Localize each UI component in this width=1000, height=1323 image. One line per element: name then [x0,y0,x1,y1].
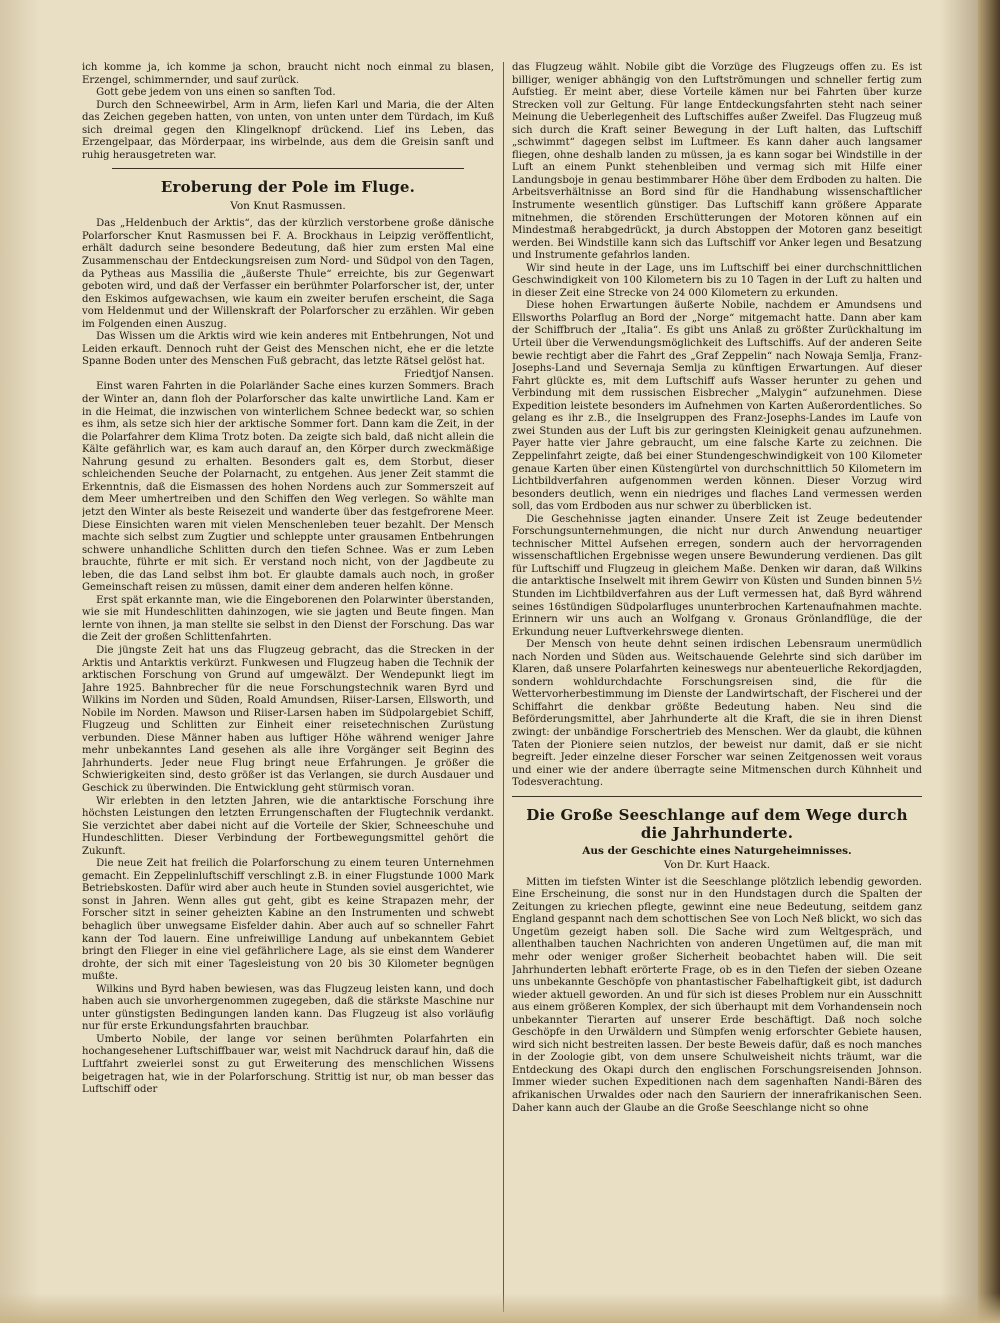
article-paragraph: Die Geschehnisse jagten einander. Unsere Zeit ist Zeuge bedeutender Forschungsunternehmungen, die nicht nur durch Anwendung neuartiger technischer Mittel Aufsehen erregen, sondern auch der hervorragenden wissenschaftlichen Ergebnisse wegen unsere Bewunderung verdienen. Das gilt für Luftschiff und Flugzeug in gleichem Maße. Denken wir daran, daß Wilkins die antarktische Inselwelt mit ihrem Gewirr von Küsten und Sunden binnen 5½ Stunden im Lichtbildverfahren aus der Luft vermessen hat, daß Byrd während seines 16stündigen Südpolarfluges ununterbrochen Kartenaufnahmen machte. Erinnern wir uns auch an Wolfgang v. Gronaus Grönlandflüge, die der Erkundung neuer Luftverkehrswege dienten. [512,513,922,638]
intro-paragraph: Durch den Schneewirbel, Arm in Arm, liefen Karl und Maria, die der Alten das Zeichen gegeben hatten, von unten, von unten unter dem Türdach, im Kuß sich dreimal gegen den Klingelknopf drückend. Lief ins Leben, das Erzengelpaar, das Mörderpaar, ins wirbelnde, aus dem die Greisin sanft und ruhig herausgetreten war. [82,99,494,161]
article-paragraph: Wilkins und Byrd haben bewiesen, was das Flugzeug leisten kann, und doch haben auch sie unvorhergenommen zugegeben, daß die stärkste Maschine nur unter günstigsten Bedingungen landen kann. Das Flugzeug ist also vorläufig nur für erste Erkundungsfahrten brauchbar. [82,983,494,1033]
article-title: Eroberung der Pole im Fluge. [160,178,416,197]
article-paragraph: das Flugzeug wählt. Nobile gibt die Vorzüge des Flugzeugs offen zu. Es ist billiger, weniger abhängig von den Luftströmungen und schneller fertig zum Aufstieg. Er meint aber, diese Vorteile kämen nur bei Fahrten über kurze Strecken voll zur Geltung. Für lange Entdeckungsfahrten steht nach seiner Meinung die Ueberlegenheit des Luftschiffes außer Zweifel. Das Flugzeug muß sich durch die Kraft seiner Bewegung in der Luft halten, das Luftschiff „schwimmt“ dagegen selbst im Luftmeer. Es kann daher auch langsamer fliegen, ohne deshalb landen zu müssen, ja es kann sogar bei Windstille in der Luft an einem Punkt stehenbleiben und vermag sich mit Hilfe einer Landungsboje in genau bestimmbarer Höhe über dem Erdboden zu halten. Die Arbeitsverhältnisse an Bord sind für die Handhabung wissenschaftlicher Instrumente wesentlich günstiger. Das Luftschiff kann größere Apparate mitnehmen, die störenden Erschütterungen der Motoren können auf ein Mindestmaß herabgedrückt, ja durch Abstoppen der Motoren ganz beseitigt werden. Bei Windstille kann sich das Luftschiff vor Anker legen und Besatzung und Instrumente gefahrlos landen. [512,62,922,262]
article-paragraph: Die jüngste Zeit hat uns das Flugzeug gebracht, das die Strecken in der Arktis und Antarktis verkürzt. Funkwesen und Flugzeug haben die Technik der arktischen Forschung von Grund auf umgewälzt. Der Wendepunkt liegt im Jahre 1925. Bahnbrecher für die neue Forschungstechnik waren Byrd und Wilkins im Norden und Süden, Roald Amundsen, Riiser-Larsen, Ellsworth, und Nobile im Norden. Mawson und Riiser-Larsen haben im Südpolargebiet Schiff, Flugzeug und Schlitten zur Einheit einer reisetechnischen Zurüstung verbunden. Diese Männer haben aus luftiger Höhe während weniger Jahre mehr unbekanntes Land gesehen als alle ihre Vorgänger seit Beginn des Jahrhunderts. Jeder neue Flug bringt neue Erfahrungen. Je größer die Schwierigkeiten sind, desto größer ist das Verlangen, sie durch Ausdauer und Geschick zu überwinden. Die Entwicklung geht stürmisch voran. [82,644,494,794]
article-byline: Von Dr. Kurt Haack. [663,858,771,871]
article-subtitle: Aus der Geschichte eines Naturgeheimnisses. [582,844,852,857]
article-paragraph: Einst waren Fahrten in die Polarländer Sache eines kurzen Sommers. Brach der Winter an, dann floh der Polarforscher das kalte unwirtliche Land. Kam er in die Heimat, die inzwischen von winterlichem Schnee bedeckt war, so schien es ihm, als setze sich hier der arktische Sommer fort. Dann kam die Zeit, in der die Polarfahrer dem Klima Trotz boten. Da zeigte sich bald, daß nicht allein die Kälte gefährlich war, es kam auch darauf an, den Körper durch zweckmäßige Nahrung gesund zu erhalten. Besonders galt es, dem Storbut, dieser schleichenden Seuche der Polarnacht, zu entgehen. Aus jener Zeit stammt die Erkenntnis, daß die Eismassen des hohen Nordens auch zur Sommerszeit auf dem Meer umhertreiben und den Schiffen den Weg verlegen. So wählte man jetzt den Winter als beste Reisezeit und wanderte über das festgefrorene Meer. Diese Einsichten waren mit vielen Menschenleben teuer bezahlt. Der Mensch machte sich selbst zum Zugtier und schleppte unter grausamen Entbehrungen schwere unhandliche Schlitten durch den tiefen Schnee. Was er zum Leben brauchte, führte er mit sich. Er verstand noch nicht, von der Jagdbeute zu leben, die das Land selbst ihm bot. Er glaubte damals auch noch, in großer Gemeinschaft reisen zu müssen, damit einer dem anderen helfen könne. [82,381,494,594]
column-divider [503,62,504,1312]
intro-paragraph: Gott gebe jedem von uns einen so sanften Tod. [96,87,336,99]
article-title: Die Große Seeschlange auf dem Wege durch die Jahrhunderte. [526,805,908,842]
article-paragraph: Mitten im tiefsten Winter ist die Seeschlange plötzlich lebendig geworden. Eine Erscheinung, die sonst nur in den Hundstagen durch die Spalten der Zeitungen zu kriechen pflegte, gewinnt eine neue Bedeutung, seitdem ganz England gespannt nach dem schottischen See von Loch Neß blickt, wo sich das Ungetüm gezeigt haben soll. Die Sache wird zum Weltgespräch, und allenthalben tauchen Nachrichten von anderen Ungetümen auf, die man mit mehr oder weniger großer Sicherheit beobachtet haben will. Die seit Jahrhunderten lebhaft erörterte Frage, ob es in den Tiefen der sieben Ozeane uns unbekannte Geschöpfe von phantastischer Fabelhaftigkeit gibt, ist dadurch wieder aktuell geworden. An und für sich ist dieses Problem nur ein Ausschnitt aus einem größeren Komplex, der sich überhaupt mit dem Vorhandensein noch unbekannter Tierarten auf unserer Erde beschäftigt. Daß noch solche Geschöpfe in den Urwäldern und Sümpfen wenig erforschter Gebiete hausen, wird sich nicht bestreiten lassen. Der beste Beweis dafür, daß es noch manches in der Zoologie gibt, von dem unsere Schulweisheit nichts träumt, war die Entdeckung des Okapi durch den englischen Forschungsreisenden Johnson. Immer wieder suchen Expeditionen nach dem sagenhaften Nandi-Bären des afrikanischen Urwaldes oder nach den Sauriern der innerafrikanischen Seen. Daher kann auch der Glaube an die Große Seeschlange nicht so ohne [512,876,922,1114]
article-paragraph: Wir sind heute in der Lage, uns im Luftschiff bei einer durchschnittlichen Geschwindigkeit von 100 Kilometern bis zu 10 Tagen in der Luft zu halten und in dieser Zeit eine Strecke von 24 000 Kilometern zu erkunden. [512,262,922,299]
article-paragraph: Diese hohen Erwartungen äußerte Nobile, nachdem er Amundsens und Ellsworths Polarflug an Bord der „Norge“ mitgemacht hatte. Dann aber kam der Schiffbruch der „Italia“. Es gibt uns Anlaß zu größter Zurückhaltung im Urteil über die Verwendungsmöglichkeit des Luftschiffs. Auf der anderen Seite bewie rechtigt aber die Fahrt des „Graf Zeppelin“ nach Nowaja Semlja, Franz-Josephs-Land und Severnaja Semlja zu künftigen Erwartungen. Auf dieser Fahrt glückte es, mit dem Luftschiff aufs Wasser herunter zu gehen und Verbindung mit dem russischen Eisbrecher „Malygin“ aufzunehmen. Diese Expedition leistete besonders im Aufnehmen von Karten Außerordentliches. So gelang es ihr z.B., die Inselgruppen des Franz-Josephs-Landes im Laufe von zwei Stunden aus der Luft bis zur geringsten Kleinigkeit genau aufzunehmen. Payer hatte vier Jahre gebraucht, um eine falsche Karte zu zeichnen. Die Zeppelinfahrt zeigte, daß bei einer Stundengeschwindigkeit von 100 Kilometer genaue Karten über einen Küstengürtel von durchschnittlich 50 Kilometern im Lichtbildverfahren aufgenommen werden können. Dieser Vorzug wird besonders deutlich, wenn ein niedriges und flaches Land vermessen werden soll, das vom Erdboden aus nur schwer zu überblicken ist. [512,300,922,513]
article-paragraph: Die neue Zeit hat freilich die Polarforschung zu einem teuren Unternehmen gemacht. Ein Zeppelinluftschiff verschlingt z.B. in einer Flugstunde 1000 Mark Betriebskosten. Dafür wird aber auch heute in Stunden soviel ausgerichtet, wie sonst in Jahren. Wenn alles gut geht, gibt es keine Strapazen mehr, der Forscher sitzt in seiner geheizten Kabine an den Instrumenten und schwebt behaglich über unwegsame Eisfelder dahin. Aber auch auf so schneller Fahrt kann der Tod lauern. Eine unfreiwillige Landung auf unbekanntem Gebiet bringt den Flieger in eine viel gefährlichere Lage, als sie einst dem Wanderer drohte, der sich mit einer Tagesleistung von 20 bis 30 Kilometer begnügen mußte. [82,858,494,983]
separator-rule [512,796,922,797]
page-edge-shadow [978,0,1000,1323]
right-column [512,62,922,1312]
article-paragraph: Umberto Nobile, der lange vor seinen berühmten Polarfahrten ein hochangesehener Luftschiffbauer war, weist mit Nachdruck darauf hin, daß die Luftfahrt zweierlei sonst zu gut Erweiterung des menschlichen Wissens beigetragen hat, wie in der Polarforschung. Strittig ist nur, ob man besser das Luftschiff oder [82,1033,494,1096]
quote-signature: Friedtjof Nansen. [404,368,494,380]
left-column [82,62,494,1312]
article-paragraph: Wir erlebten in den letzten Jahren, wie die antarktische Forschung ihre höchsten Leistungen den letzten Errungenschaften der Flugtechnik verdankt. Sie verzichtet aber dabei nicht auf die Vorteile der Skier, Schneeschuhe und Hundeschlitten. Dieser Verbindung der Fortbewegungsmittel gehört die Zukunft. [82,795,494,857]
intro-paragraph: ich komme ja, ich komme ja schon, braucht nicht noch einmal zu blasen, Erzengel, schimmernder, und sauf zurück. [82,62,494,86]
separator-rule [112,168,464,169]
page-bottom-edge [0,1293,1000,1323]
article-preface-quote: Das Wissen um die Arktis wird wie kein anderes mit Entbehrungen, Not und Leiden erkauft. Dennoch ruht der Geist des Menschen nicht, ehe er die letzte Spanne Boden unter des Menschen Fuß gebracht, das letzte Rätsel gelöst hat. [82,331,494,368]
article-paragraph: Erst spät erkannte man, wie die Eingeborenen den Polarwinter überstanden, wie sie mit Hundeschlitten dahinzogen, wie sie jagten und Beute fingen. Man lernte von ihnen, ja man stellte sie selbst in den Dienst der Forschung. Das war die Zeit der großen Schlittenfahrten. [82,594,494,644]
article-byline: Von Knut Rasmussen. [230,200,346,213]
article-paragraph: Der Mensch von heute dehnt seinen irdischen Lebensraum unermüdlich nach Norden und Süden aus. Weitschauende Gelehrte sind sich darüber im Klaren, daß unsere Polarfahrten keineswegs nur abenteuerliche Rekordjagden, sondern wohldurchdachte Forschungsreisen sind, die für die Wettervorherbestimmung im Dienste der Landwirtschaft, der Fischerei und der Schiffahrt die denkbar größte Bedeutung haben. Neu sind die Beförderungsmittel, aber Jahrhunderte alt die Kraft, die sie in ihren Dienst zwingt: der unbändige Forschertrieb des Menschen. Wer da glaubt, die kühnen Taten der Pioniere seien nutzlos, der beweist nur damit, daß er sie nicht begreift. Jeder einzelne dieser Forscher war seinen Zeitgenossen weit voraus und einer wie der andere überragte seine Mitmenschen durch Kühnheit und Todesverachtung. [512,639,922,789]
article-preface: Das „Heldenbuch der Arktis“, das der kürzlich verstorbene große dänische Polarforscher Knut Rasmussen bei F. A. Brockhaus in Leipzig veröffentlicht, erhält dadurch seine besondere Bedeutung, daß hier zum ersten Mal eine Zusammenschau der Entdeckungsreisen zum Nord- und Südpol von den Tagen, da Pytheas aus Massilia die „äußerste Thule“ erreichte, bis zur Gegenwart geboten wird, und daß der Verfasser ein berühmter Polarforscher ist, der, unter den Eskimos aufgewachsen, wie kaum ein zweiter berufen erscheint, die Saga vom Heldenmut und der Willenskraft der Polarforscher zu erzählen. Wir geben im Folgenden einen Auszug. [82,218,494,330]
